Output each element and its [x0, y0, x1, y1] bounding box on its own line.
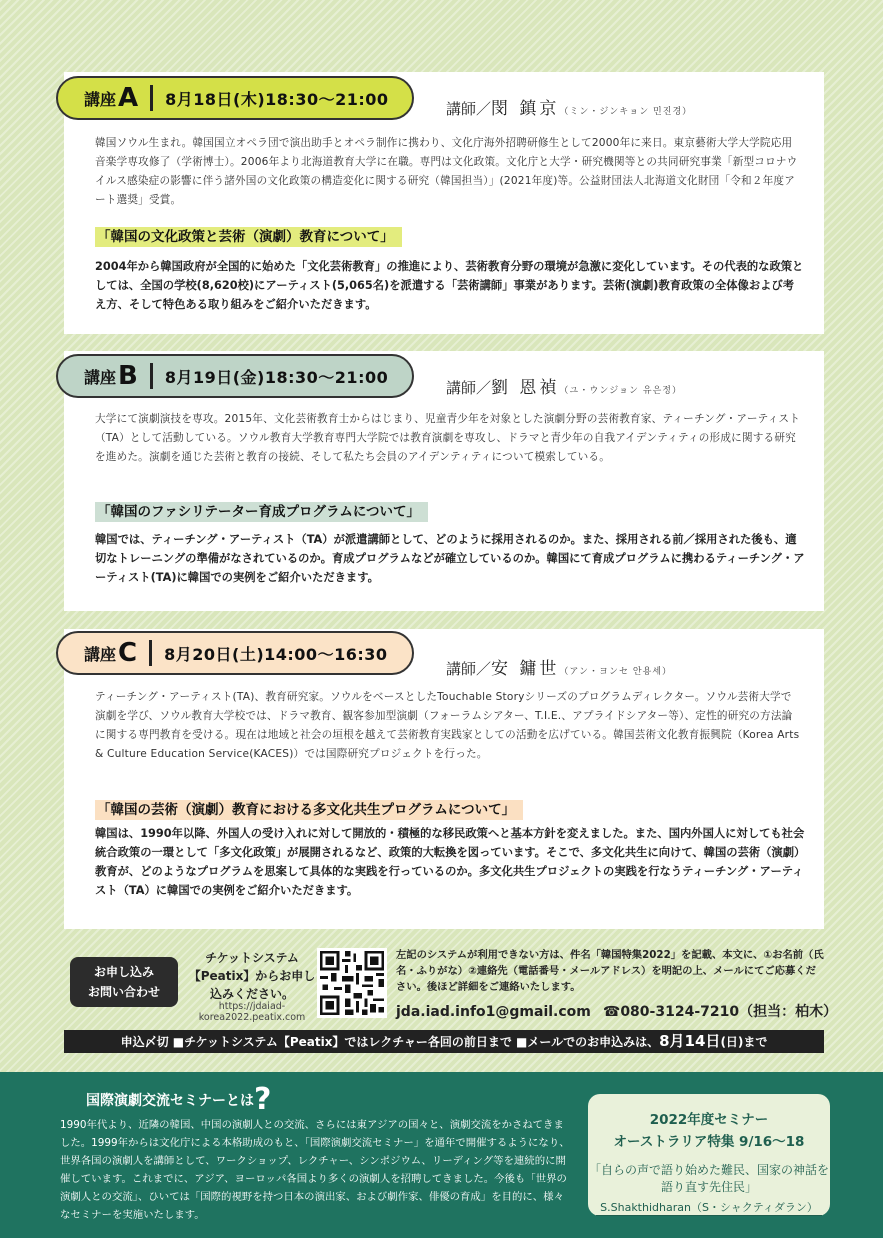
question-mark-icon: ? — [254, 1082, 272, 1117]
apply-button-line1: お申し込み — [93, 965, 154, 979]
lecture-c-lecturer-reading: （アン・ヨンセ 안용세） — [559, 667, 673, 677]
lecture-a-bio: 韓国ソウル生まれ。韓国国立オペラ団で演出助手とオペラ制作に携わり、文化庁海外招聘研修生として2000年に来日。東京藝術大学大学院応用音楽学専攻修了（学術博士）。2006年より北海道教育大学に在職。専門は文化政策。文化庁と大学・研究機関等との共同研究事業「新型コロナウイルス感染症の影響に伴う諸外国の文化政策の構造変化に関する研究（韓国担当）」(2021年度)等。公益財団法人北海道文化財団「令和２年度アート選奨」受賞。 — [95, 137, 798, 206]
footer-title-text: 国際演劇交流セミナーとは — [86, 1093, 254, 1109]
ticket-url-link[interactable]: https://jdaiad-korea2022.peatix.com — [198, 1001, 306, 1023]
lecture-a-lecturer-reading: （ミン・ジンキョン 민진경） — [559, 107, 693, 117]
lecture-c-topic: 「韓国の芸術（演劇）教育における多文化共生プログラムについて」 — [95, 800, 523, 820]
next-seminar-card — [588, 1094, 830, 1216]
lecture-c-letter: C — [118, 638, 138, 668]
lecture-a-topic: 「韓国の文化政策と芸術（演劇）教育について」 — [95, 227, 402, 247]
lecture-c-kouza: 講座 — [84, 644, 117, 664]
apply-button-line2: お問い合わせ — [87, 985, 160, 999]
lecture-b-lecturer-name: 劉 恩禎 — [491, 378, 560, 398]
lecture-b-date: 8月19日(金)18:30〜21:00 — [164, 367, 389, 387]
lecture-c-description: 韓国は、1990年以降、外国人の受け入れに対して開放的・積極的な移民政策へと基本方針を変えました。また、国内外国人に対しても社会統合政策の一環として「多文化政策」が展開されるなど、政策的大転換を図っています。そこで、多文化共生に向けて、韓国の芸術（演劇）教育が、どのようなプログラムを思案して具体的な実践を行っているのか。多文化共生プロジェクトの実践を行なうティーチング・アーティスト（TA）に韓国での実例をご紹介いただきます。 — [95, 827, 805, 897]
alternate-application-note: 左記のシステムが利用できない方は、件名「韓国特集2022」を記載、本文に、①お名前（氏名・ふりがな）②連絡先（電話番号・メールアドレス）を明記の上、メールにてご応募ください。後ほど詳細をご連絡いたします。 — [396, 949, 824, 993]
lecture-b-kouza: 講座 — [84, 367, 117, 387]
apply-contact-button[interactable] — [70, 957, 178, 1007]
lecture-a-date: 8月18日(木)18:30〜21:00 — [165, 89, 389, 109]
lecture-b-lecturer-reading: （ユ・ウンジョン 유은정） — [559, 386, 682, 396]
lecture-a-description: 2004年から韓国政府が全国的に始めた「文化芸術教育」の推進により、芸術教育分野の環境が急激に変化しています。その代表的な政策としては、全国の学校(8,620校)にアーティスト(5,065名)を派遣する「芸術講師」事業があります。芸術(演劇)教育政策の全体像および考え方、そして特色ある取り組みをご紹介いただきます。 — [95, 260, 804, 311]
next-seminar-theme: オーストラリア特集 9/16〜18 — [613, 1134, 805, 1150]
lecture-b-topic: 「韓国のファシリテーター育成プログラムについて」 — [95, 502, 428, 522]
lecture-c-bio: ティーチング・アーティスト(TA)、教育研究家。ソウルをベースとしたTouchable Storyシリーズのプログラムディレクター。ソウル芸術大学で演劇を学び、ソウル教育大学校では、ドラマ教育、観客参加型演劇（フォーラムシアター、T.I.E.、アプライドシアター等）、定性的研究の方法論に関する専門教育を受ける。現在は地域と社会の垣根を越えて芸術教育実践家としての活動を広げている。韓国芸術文化教育振興院（Korea Arts & Culture Education Service(KACES)）では国際研究プロジェクトを行った。 — [95, 691, 800, 760]
lecture-a-lecturer-name: 閔 鎮京 — [491, 99, 560, 119]
footer-description: 1990年代より、近隣の韓国、中国の演劇人との交流、さらには東アジアの国々と、演劇交流をかさねてきました。1999年からは文化庁による本格助成のもと、「国際演劇交流セミナー」を通年で開催するようになり、世界各国の演劇人を講師として、ワークショップ、レクチャー、シンポジウム、リーディング等を連続的に開催しています。これまでに、アジア、ヨーロッパ各国より多くの演劇人を招聘してきました。今後も「世界の演劇人との交流」、ひいては「国際的視野を持つ日本の演出家、および劇作家、俳優の育成」を目的に、様々なセミナーを実施いたします。 — [60, 1119, 570, 1221]
deadline-prefix: 申込〆切 ■チケットシステム【Peatix】ではレクチャー各回の前日まで ■メールでのお申込みは、 — [120, 1035, 660, 1049]
next-seminar-subtitle: 「自らの声で語り始めた難民、国家の神話を語り直す先住民」 — [588, 1163, 829, 1194]
lecture-b-letter: B — [118, 361, 138, 391]
lecture-a-divider — [150, 85, 153, 111]
ticket-system-text: チケットシステム【Peatix】からお申し込みください。 — [188, 951, 316, 1001]
deadline-suffix: (日)まで — [720, 1035, 768, 1049]
lecture-b-bio: 大学にて演劇演技を専攻。2015年、文化芸術教育士からはじまり、児童青少年を対象とした演劇分野の芸術教育家、ティーチング・アーティスト（TA）として活動している。ソウル教育大学教育専門大学院では教育演劇を専攻し、ドラマと青少年の自我アイデンティティの形成に関する研究を進めた。演劇を通じた芸術と教育の接続、そして私たち会員のアイデンティティについて模索している。 — [95, 413, 801, 463]
lecture-b-lecturer — [446, 373, 682, 398]
lecture-a-tab — [56, 76, 414, 120]
contact-email-link[interactable]: jda.iad.info1@gmail.com — [396, 1004, 591, 1020]
lecture-b-lecturer-prefix: 講師／ — [446, 379, 492, 397]
next-seminar-lecturer: S.Shakthidharan（S・シャクティダラン） — [596, 1199, 822, 1216]
deadline-date: 8月14日 — [659, 1032, 721, 1050]
lecture-b-description: 韓国では、ティーチング・アーティスト（TA）が派遣講師として、どのように採用されるのか。また、採用される前／採用された後も、適切なトレーニングの準備がなされているのか。育成プログラムなどが確立しているのか。韓国にて育成プログラムに携わるティーチング・アーティスト(TA)に韓国での実例をご紹介いただきます。 — [95, 533, 805, 584]
contact-phone: ☎080-3124-7210（担当：柏木） — [602, 1004, 838, 1020]
lecture-a-letter: A — [118, 83, 139, 113]
lecture-c-lecturer — [446, 654, 672, 679]
lecture-b-tab — [56, 354, 414, 398]
lecture-a-lecturer — [446, 94, 692, 119]
lecture-a-kouza: 講座 — [84, 89, 117, 109]
lecture-c-tab — [56, 631, 414, 675]
lecture-c-date: 8月20日(土)14:00〜16:30 — [164, 644, 388, 664]
next-seminar-year: 2022年度セミナー — [649, 1112, 769, 1128]
contact-info — [396, 1001, 837, 1021]
lecture-c-lecturer-name: 安 鏞世 — [491, 659, 560, 679]
lecture-c-lecturer-prefix: 講師／ — [446, 660, 492, 678]
footer-title — [86, 1082, 271, 1117]
lecture-a-lecturer-prefix: 講師／ — [446, 100, 492, 118]
lecture-c-divider — [149, 640, 152, 666]
footer-section — [0, 1072, 883, 1238]
deadline-bar — [64, 1030, 824, 1053]
qr-code-icon[interactable] — [317, 948, 387, 1018]
lecture-b-divider — [150, 363, 153, 389]
